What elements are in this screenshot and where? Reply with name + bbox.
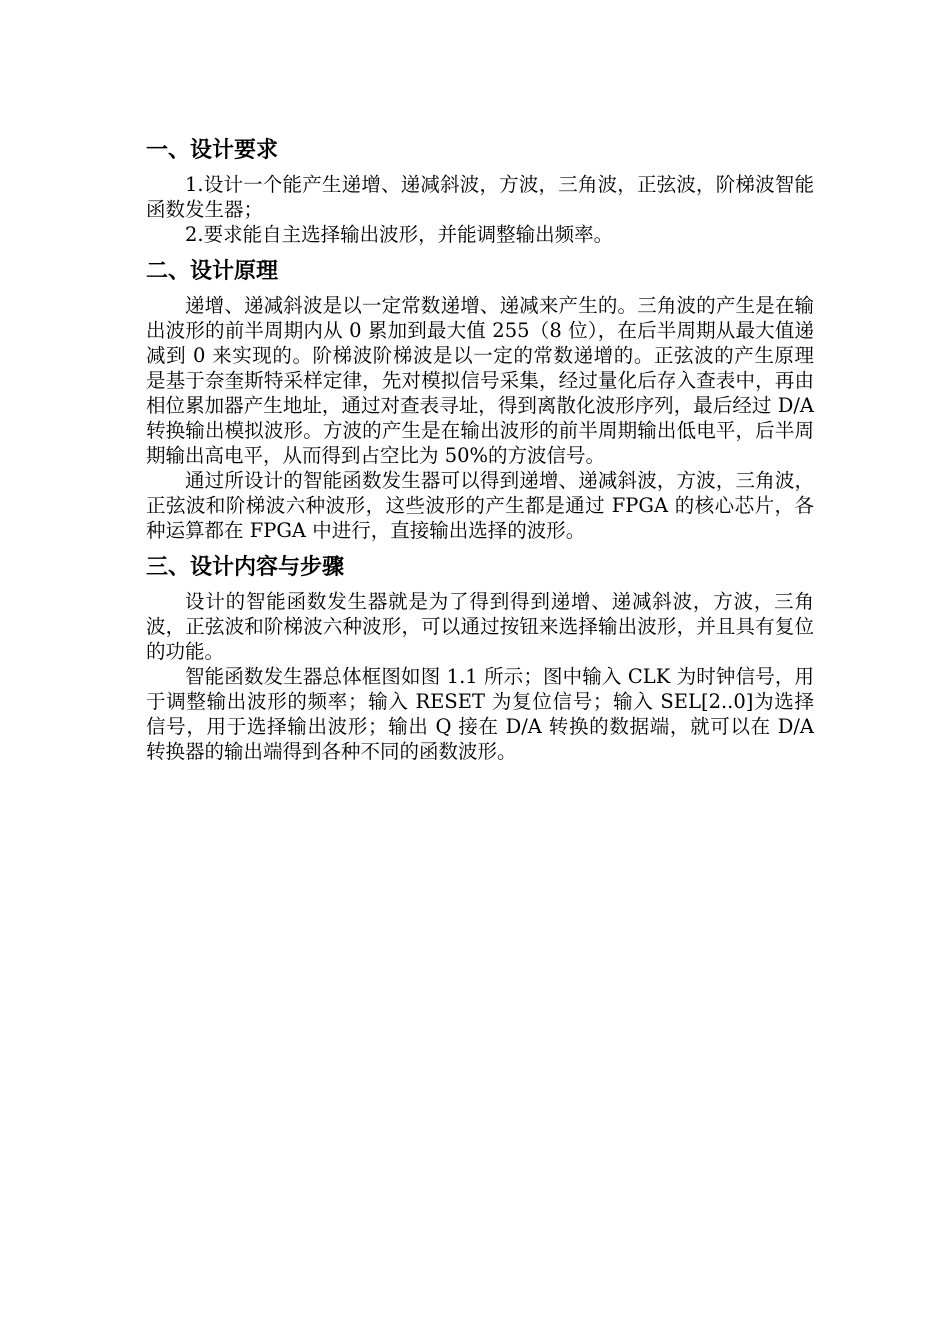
section-heading-content-steps: 三、设计内容与步骤 [146, 555, 345, 580]
content-paragraph-1: 设计的智能函数发生器就是为了得到得到递增、递减斜波，方波，三角波，正弦波和阶梯波六种波形，可以通过按钮来选择输出波形，并且具有复位的功能。 [146, 590, 814, 663]
section-heading-principle: 二、设计原理 [146, 259, 279, 284]
principle-paragraph-1: 递增、递减斜波是以一定常数递增、递减来产生的。三角波的产生是在输出波形的前半周期内从 0 累加到最大值 255（8 位），在后半周期从最大值递减到 0 来实现的。阶梯波阶梯波是以一定的常数递增的。正弦波的产生原理是基于奈奎斯特采样定律，先对模拟信号采集，经过量化后存入查表中，再由相位累加器产生地址，通过对查表寻址，得到离散化波形序列，最后经过 D/A 转换输出模拟波形。方波的产生是在输出波形的前半周期输出低电平，后半周期输出高电平，从而得到占空比为 50%的方波信号。 [146, 294, 814, 467]
section-heading-requirements: 一、设计要求 [146, 138, 279, 163]
requirement-paragraph-1: 1.设计一个能产生递增、递减斜波，方波，三角波，正弦波，阶梯波智能函数发生器； [146, 173, 814, 221]
principle-paragraph-2: 通过所设计的智能函数发生器可以得到递增、递减斜波，方波，三角波，正弦波和阶梯波六种波形，这些波形的产生都是通过 FPGA 的核心芯片，各种运算都在 FPGA 中进行，直接输出选择的波形。 [146, 469, 814, 542]
requirement-paragraph-2: 2.要求能自主选择输出波形，并能调整输出频率。 [185, 223, 614, 246]
document-page [146, 128, 814, 764]
content-paragraph-2: 智能函数发生器总体框图如图 1.1 所示；图中输入 CLK 为时钟信号，用于调整输出波形的频率；输入 RESET 为复位信号；输入 SEL[2..0]为选择信号，用于选择输出波形；输出 Q 接在 D/A 转换的数据端，就可以在 D/A 转换器的输出端得到各种不同的函数波形。 [146, 665, 814, 763]
